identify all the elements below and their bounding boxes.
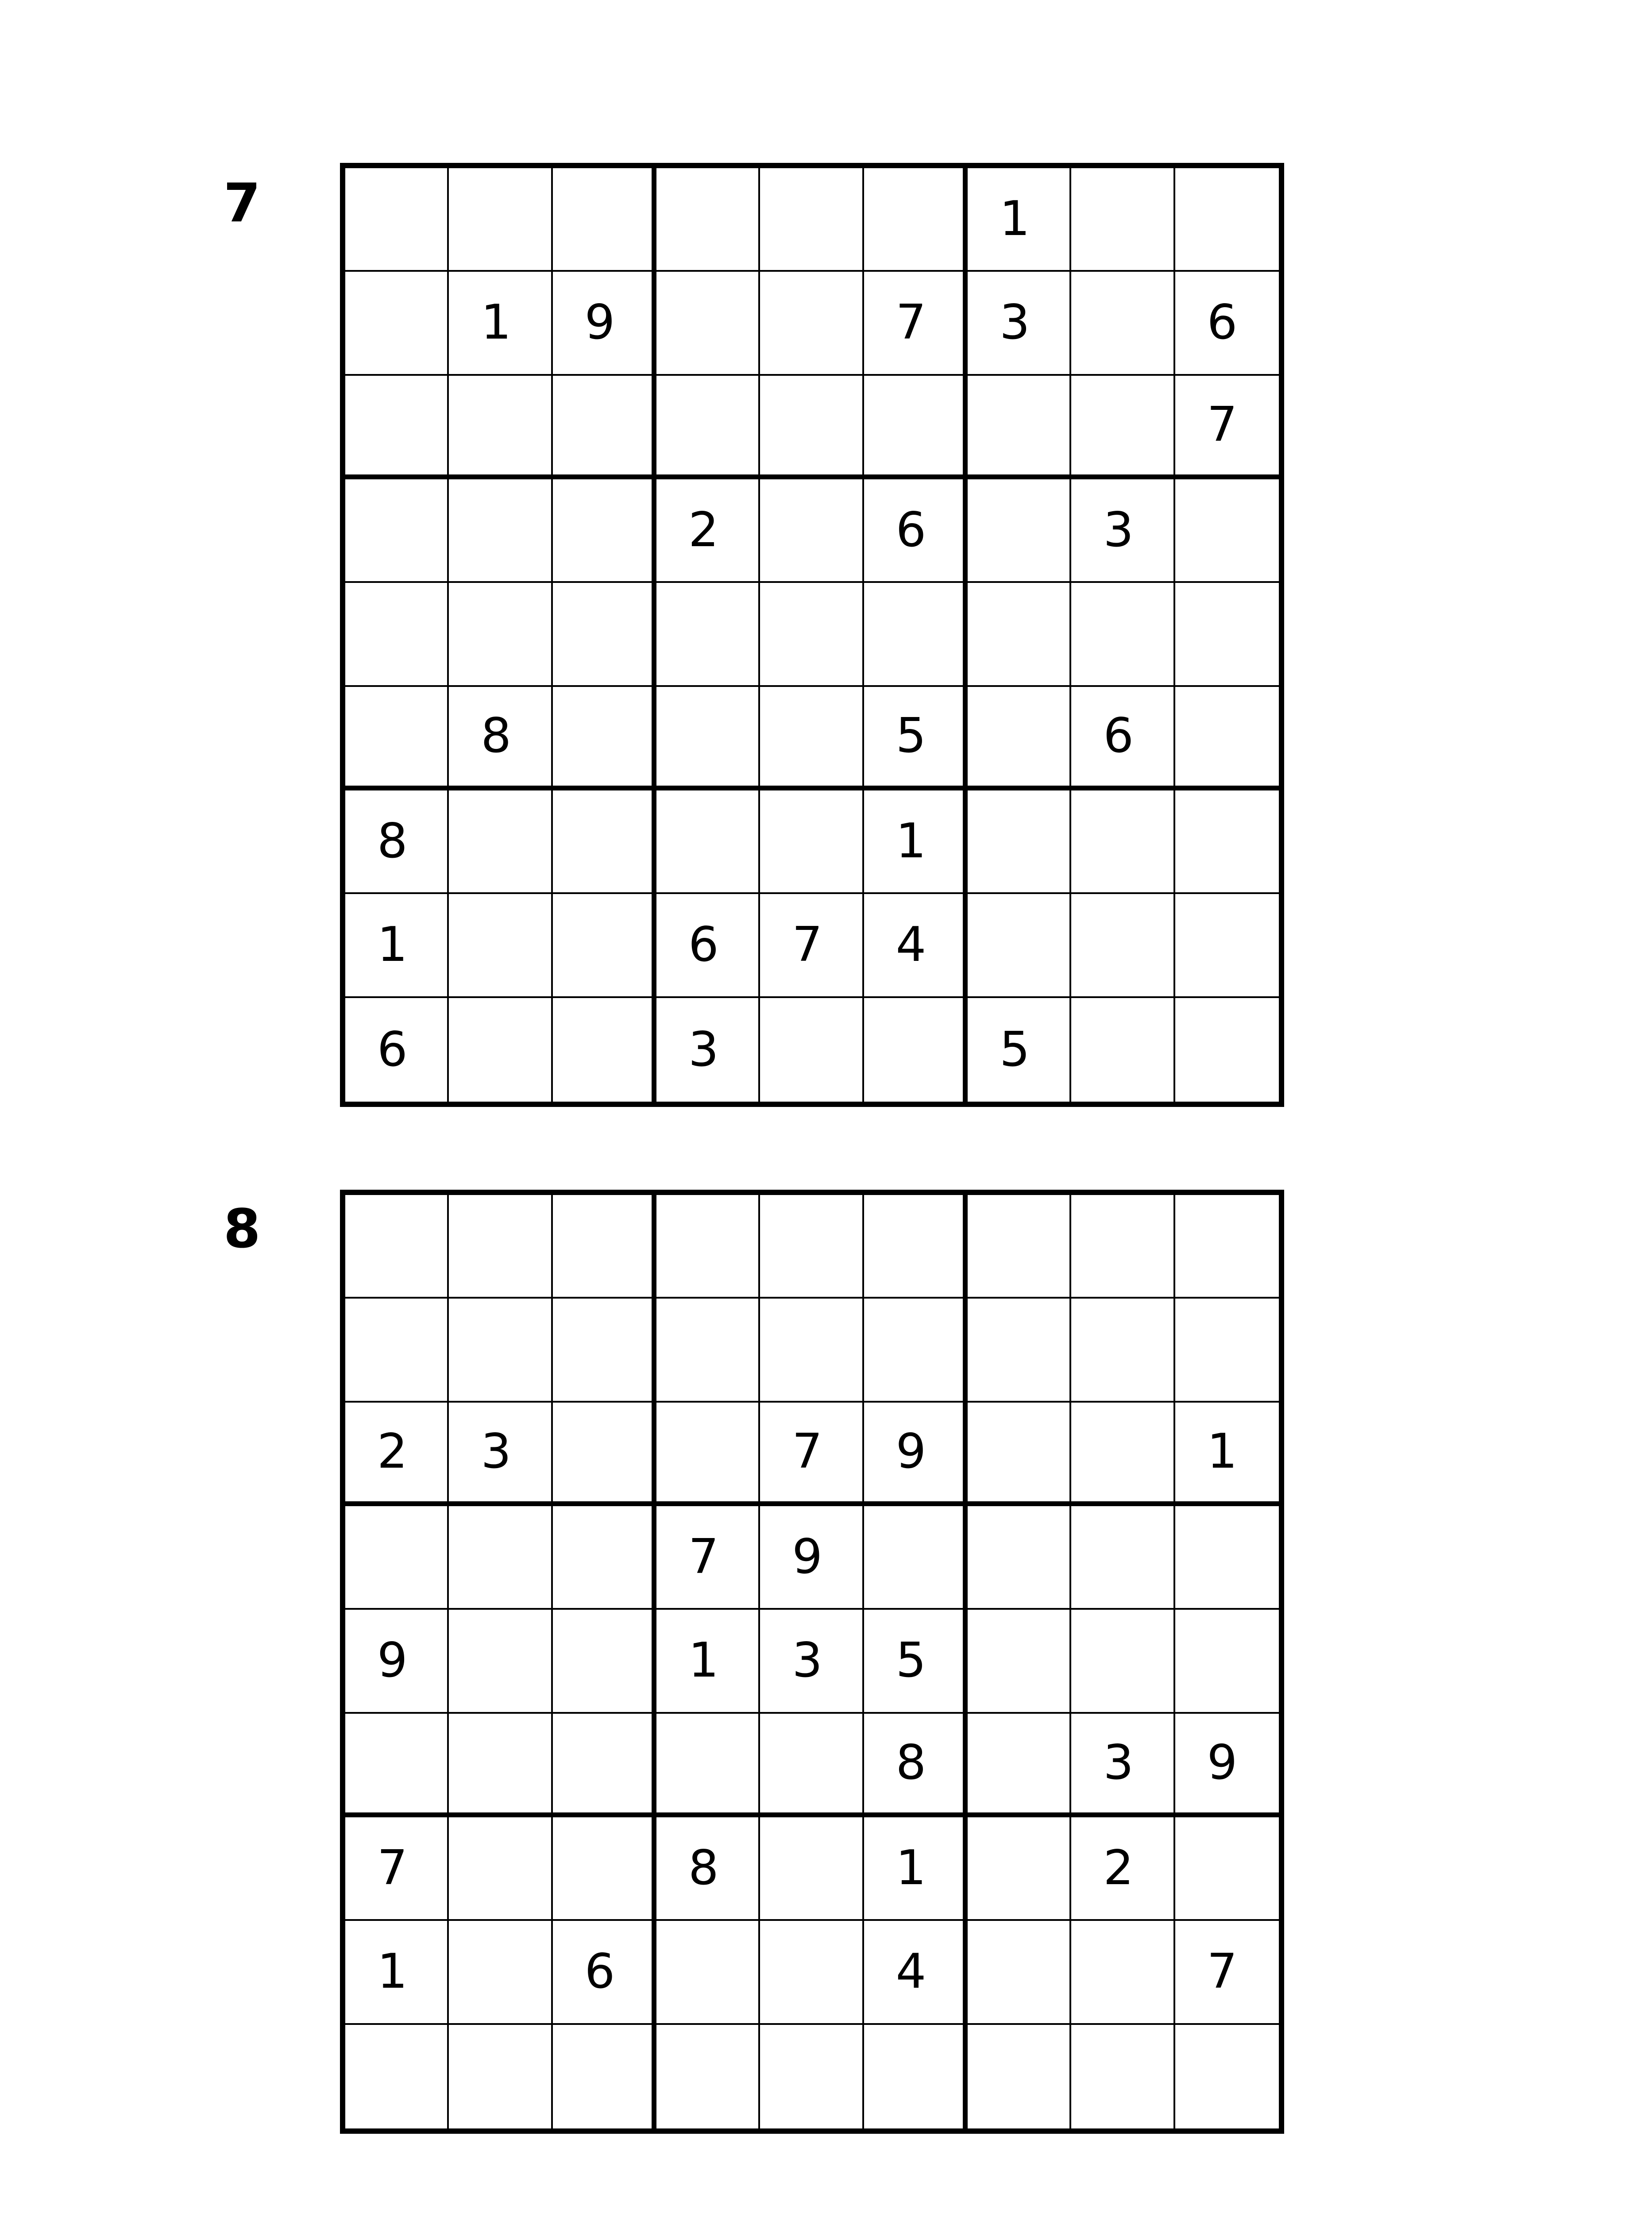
sudoku-cell[interactable] [864, 1299, 968, 1402]
sudoku-cell[interactable] [656, 272, 760, 375]
cell-digit: 7 [1207, 1944, 1238, 2000]
sudoku-cell[interactable] [864, 1714, 968, 1817]
sudoku-cell[interactable] [1175, 272, 1279, 375]
sudoku-cell[interactable] [1071, 2025, 1175, 2128]
cell-digit: 2 [688, 502, 719, 558]
sudoku-cell[interactable] [1071, 376, 1175, 479]
sudoku-cell[interactable] [1175, 168, 1279, 272]
sudoku-cell[interactable] [553, 998, 656, 1102]
sudoku-cell[interactable] [864, 1817, 968, 1921]
sudoku-cell[interactable] [345, 479, 449, 583]
sudoku-cell[interactable] [1175, 479, 1279, 583]
sudoku-cell[interactable] [656, 1921, 760, 2024]
sudoku-cell[interactable] [553, 168, 656, 272]
sudoku-cell[interactable] [1071, 1195, 1175, 1299]
cell-digit: 3 [792, 1633, 823, 1689]
cell-digit: 7 [377, 1840, 408, 1896]
sudoku-cell[interactable] [968, 272, 1071, 375]
sudoku-cell[interactable] [1175, 583, 1279, 686]
cell-digit: 9 [1207, 1735, 1238, 1791]
sudoku-cell[interactable] [656, 1506, 760, 1610]
sudoku-cell[interactable] [1071, 687, 1175, 790]
sudoku-cell[interactable] [656, 583, 760, 686]
sudoku-cell[interactable] [1071, 1506, 1175, 1610]
sudoku-cell[interactable] [760, 168, 864, 272]
cell-digit: 9 [895, 1424, 926, 1480]
cell-digit: 8 [688, 1840, 719, 1896]
sudoku-cell[interactable] [553, 894, 656, 998]
sudoku-cell[interactable] [1175, 998, 1279, 1102]
sudoku-cell[interactable] [345, 272, 449, 375]
puzzle-number: 7 [224, 173, 261, 234]
cell-digit: 3 [1103, 1735, 1134, 1791]
sudoku-cell[interactable] [1071, 1817, 1175, 1921]
sudoku-cell[interactable] [760, 1817, 864, 1921]
sudoku-cell[interactable] [968, 479, 1071, 583]
sudoku-cell[interactable] [449, 1299, 552, 1402]
sudoku-cell[interactable] [864, 1610, 968, 1713]
sudoku-cell[interactable] [760, 894, 864, 998]
sudoku-cell[interactable] [553, 376, 656, 479]
sudoku-cell[interactable] [553, 1610, 656, 1713]
sudoku-cell[interactable] [760, 1299, 864, 1402]
cell-digit: 1 [377, 1944, 408, 2000]
sudoku-cell[interactable] [345, 376, 449, 479]
sudoku-cell[interactable] [760, 2025, 864, 2128]
sudoku-cell[interactable] [449, 687, 552, 790]
sudoku-cell[interactable] [1071, 583, 1175, 686]
cell-digit: 3 [688, 1022, 719, 1077]
sudoku-cell[interactable] [760, 376, 864, 479]
sudoku-cell[interactable] [656, 998, 760, 1102]
cell-digit: 5 [895, 1633, 926, 1689]
sudoku-cell[interactable] [968, 2025, 1071, 2128]
cell-digit: 7 [792, 917, 823, 973]
cell-digit: 4 [895, 1944, 926, 2000]
sudoku-cell[interactable] [864, 1195, 968, 1299]
sudoku-cell[interactable] [449, 1817, 552, 1921]
sudoku-cell[interactable] [760, 1714, 864, 1817]
sudoku-cell[interactable] [553, 2025, 656, 2128]
sudoku-cell[interactable] [656, 2025, 760, 2128]
sudoku-cell[interactable] [553, 479, 656, 583]
sudoku-cell[interactable] [553, 1403, 656, 1506]
cell-digit: 4 [895, 917, 926, 973]
sudoku-cell[interactable] [345, 1610, 449, 1713]
cell-digit: 3 [1103, 502, 1134, 558]
cell-digit: 9 [584, 295, 615, 351]
sudoku-cell[interactable] [1071, 272, 1175, 375]
sudoku-cell[interactable] [864, 1506, 968, 1610]
sudoku-cell[interactable] [760, 1506, 864, 1610]
sudoku-cell[interactable] [864, 894, 968, 998]
sudoku-cell[interactable] [553, 1299, 656, 1402]
cell-digit: 2 [1103, 1840, 1134, 1896]
cell-digit: 7 [688, 1529, 719, 1585]
sudoku-cell[interactable] [1175, 2025, 1279, 2128]
sudoku-cell[interactable] [760, 583, 864, 686]
sudoku-cell[interactable] [864, 2025, 968, 2128]
sudoku-cell[interactable] [1175, 1403, 1279, 1506]
sudoku-cell[interactable] [656, 1714, 760, 1817]
cell-digit: 1 [895, 1840, 926, 1896]
cell-digit: 9 [792, 1529, 823, 1585]
sudoku-cell[interactable] [656, 1817, 760, 1921]
sudoku-cell[interactable] [1175, 687, 1279, 790]
sudoku-cell[interactable] [1071, 894, 1175, 998]
sudoku-cell[interactable] [1175, 1921, 1279, 2024]
sudoku-cell[interactable] [345, 894, 449, 998]
cell-digit: 8 [481, 708, 512, 764]
sudoku-cell[interactable] [864, 687, 968, 790]
sudoku-cell[interactable] [968, 894, 1071, 998]
sudoku-cell[interactable] [449, 998, 552, 1102]
sudoku-cell[interactable] [1071, 168, 1175, 272]
sudoku-cell[interactable] [864, 376, 968, 479]
sudoku-cell[interactable] [345, 1506, 449, 1610]
cell-digit: 1 [688, 1633, 719, 1689]
sudoku-cell[interactable] [968, 168, 1071, 272]
sudoku-cell[interactable] [968, 1817, 1071, 1921]
sudoku-cell[interactable] [656, 687, 760, 790]
sudoku-cell[interactable] [864, 479, 968, 583]
cell-digit: 7 [792, 1424, 823, 1480]
sudoku-cell[interactable] [656, 376, 760, 479]
sudoku-cell[interactable] [449, 479, 552, 583]
sudoku-cell[interactable] [345, 583, 449, 686]
cell-digit: 1 [1207, 1424, 1238, 1480]
sudoku-cell[interactable] [968, 1195, 1071, 1299]
sudoku-cell[interactable] [553, 1714, 656, 1817]
sudoku-cell[interactable] [449, 1195, 552, 1299]
sudoku-cell[interactable] [656, 1610, 760, 1713]
sudoku-cell[interactable] [449, 1506, 552, 1610]
sudoku-cell[interactable] [553, 1817, 656, 1921]
sudoku-cell[interactable] [345, 1299, 449, 1402]
sudoku-cell[interactable] [968, 1506, 1071, 1610]
cell-digit: 2 [377, 1424, 408, 1480]
sudoku-cell[interactable] [553, 1921, 656, 2024]
sudoku-cell[interactable] [1175, 1714, 1279, 1817]
sudoku-cell[interactable] [345, 1403, 449, 1506]
sudoku-cell[interactable] [1175, 1610, 1279, 1713]
cell-digit: 9 [377, 1633, 408, 1689]
sudoku-cell[interactable] [345, 1195, 449, 1299]
sudoku-cell[interactable] [1071, 1403, 1175, 1506]
cell-digit: 8 [377, 813, 408, 869]
cell-digit: 6 [1103, 708, 1134, 764]
sudoku-cell[interactable] [449, 1403, 552, 1506]
sudoku-cell[interactable] [345, 1817, 449, 1921]
sudoku-cell[interactable] [864, 998, 968, 1102]
sudoku-cell[interactable] [345, 998, 449, 1102]
puzzle-number: 8 [224, 1199, 261, 1260]
sudoku-cell[interactable] [449, 168, 552, 272]
cell-digit: 6 [1207, 295, 1238, 351]
sudoku-cell[interactable] [345, 1921, 449, 2024]
cell-digit: 7 [895, 295, 926, 351]
sudoku-cell[interactable] [345, 168, 449, 272]
sudoku-cell[interactable] [656, 1403, 760, 1506]
sudoku-cell[interactable] [1175, 376, 1279, 479]
sudoku-cell[interactable] [553, 583, 656, 686]
sudoku-cell[interactable] [1071, 1921, 1175, 2024]
sudoku-cell[interactable] [1071, 790, 1175, 894]
sudoku-cell[interactable] [968, 790, 1071, 894]
cell-digit: 7 [1207, 397, 1238, 453]
sudoku-cell[interactable] [760, 998, 864, 1102]
sudoku-cell[interactable] [968, 583, 1071, 686]
sudoku-cell[interactable] [656, 479, 760, 583]
sudoku-cell[interactable] [760, 479, 864, 583]
sudoku-cell[interactable] [656, 1195, 760, 1299]
sudoku-cell[interactable] [1175, 1195, 1279, 1299]
sudoku-cell[interactable] [449, 2025, 552, 2128]
cell-digit: 1 [377, 917, 408, 973]
sudoku-cell[interactable] [864, 272, 968, 375]
sudoku-cell[interactable] [449, 790, 552, 894]
cell-digit: 5 [999, 1022, 1030, 1077]
cell-digit: 6 [895, 502, 926, 558]
cell-digit: 6 [584, 1944, 615, 2000]
sudoku-cell[interactable] [449, 376, 552, 479]
sudoku-cell[interactable] [345, 790, 449, 894]
sudoku-cell[interactable] [760, 790, 864, 894]
sudoku-cell[interactable] [656, 1299, 760, 1402]
sudoku-cell[interactable] [760, 272, 864, 375]
sudoku-cell[interactable] [968, 1714, 1071, 1817]
cell-digit: 3 [999, 295, 1030, 351]
sudoku-cell[interactable] [864, 1403, 968, 1506]
sudoku-cell[interactable] [760, 687, 864, 790]
sudoku-cell[interactable] [1071, 998, 1175, 1102]
sudoku-cell[interactable] [968, 1610, 1071, 1713]
sudoku-cell[interactable] [968, 1921, 1071, 2024]
sudoku-cell[interactable] [449, 1714, 552, 1817]
sudoku-cell[interactable] [656, 168, 760, 272]
sudoku-cell[interactable] [553, 272, 656, 375]
sudoku-cell[interactable] [1175, 790, 1279, 894]
sudoku-cell[interactable] [1071, 479, 1175, 583]
sudoku-cell[interactable] [1175, 894, 1279, 998]
sudoku-cell[interactable] [1175, 1506, 1279, 1610]
sudoku-cell[interactable] [760, 1921, 864, 2024]
sudoku-cell[interactable] [449, 272, 552, 375]
sudoku-cell[interactable] [864, 583, 968, 686]
sudoku-cell[interactable] [553, 687, 656, 790]
sudoku-cell[interactable] [553, 790, 656, 894]
sudoku-cell[interactable] [968, 687, 1071, 790]
sudoku-grid [340, 163, 1284, 1107]
sudoku-cell[interactable] [1071, 1299, 1175, 1402]
sudoku-cell[interactable] [760, 1403, 864, 1506]
sudoku-cell[interactable] [449, 583, 552, 686]
cell-digit: 1 [999, 191, 1030, 247]
cell-digit: 5 [895, 708, 926, 764]
sudoku-grid [340, 1190, 1284, 2134]
sudoku-cell[interactable] [656, 790, 760, 894]
cell-digit: 6 [377, 1022, 408, 1077]
cell-digit: 6 [688, 917, 719, 973]
sudoku-cell[interactable] [345, 687, 449, 790]
sudoku-cell[interactable] [345, 1714, 449, 1817]
sudoku-cell[interactable] [1071, 1714, 1175, 1817]
sudoku-cell[interactable] [760, 1195, 864, 1299]
sudoku-cell[interactable] [1175, 1817, 1279, 1921]
cell-digit: 1 [481, 295, 512, 351]
sudoku-cell[interactable] [1175, 1299, 1279, 1402]
sudoku-cell[interactable] [553, 1195, 656, 1299]
sudoku-cell[interactable] [345, 2025, 449, 2128]
sudoku-cell[interactable] [553, 1506, 656, 1610]
sudoku-cell[interactable] [449, 1610, 552, 1713]
sudoku-cell[interactable] [864, 790, 968, 894]
sudoku-cell[interactable] [760, 1610, 864, 1713]
sudoku-cell[interactable] [1071, 1610, 1175, 1713]
sudoku-cell[interactable] [968, 1403, 1071, 1506]
sudoku-cell[interactable] [449, 894, 552, 998]
sudoku-cell[interactable] [968, 998, 1071, 1102]
sudoku-cell[interactable] [968, 376, 1071, 479]
sudoku-cell[interactable] [449, 1921, 552, 2024]
cell-digit: 3 [481, 1424, 512, 1480]
sudoku-cell[interactable] [864, 1921, 968, 2024]
sudoku-cell[interactable] [864, 168, 968, 272]
cell-digit: 8 [895, 1735, 926, 1791]
sudoku-cell[interactable] [968, 1299, 1071, 1402]
cell-digit: 1 [895, 813, 926, 869]
sudoku-cell[interactable] [656, 894, 760, 998]
